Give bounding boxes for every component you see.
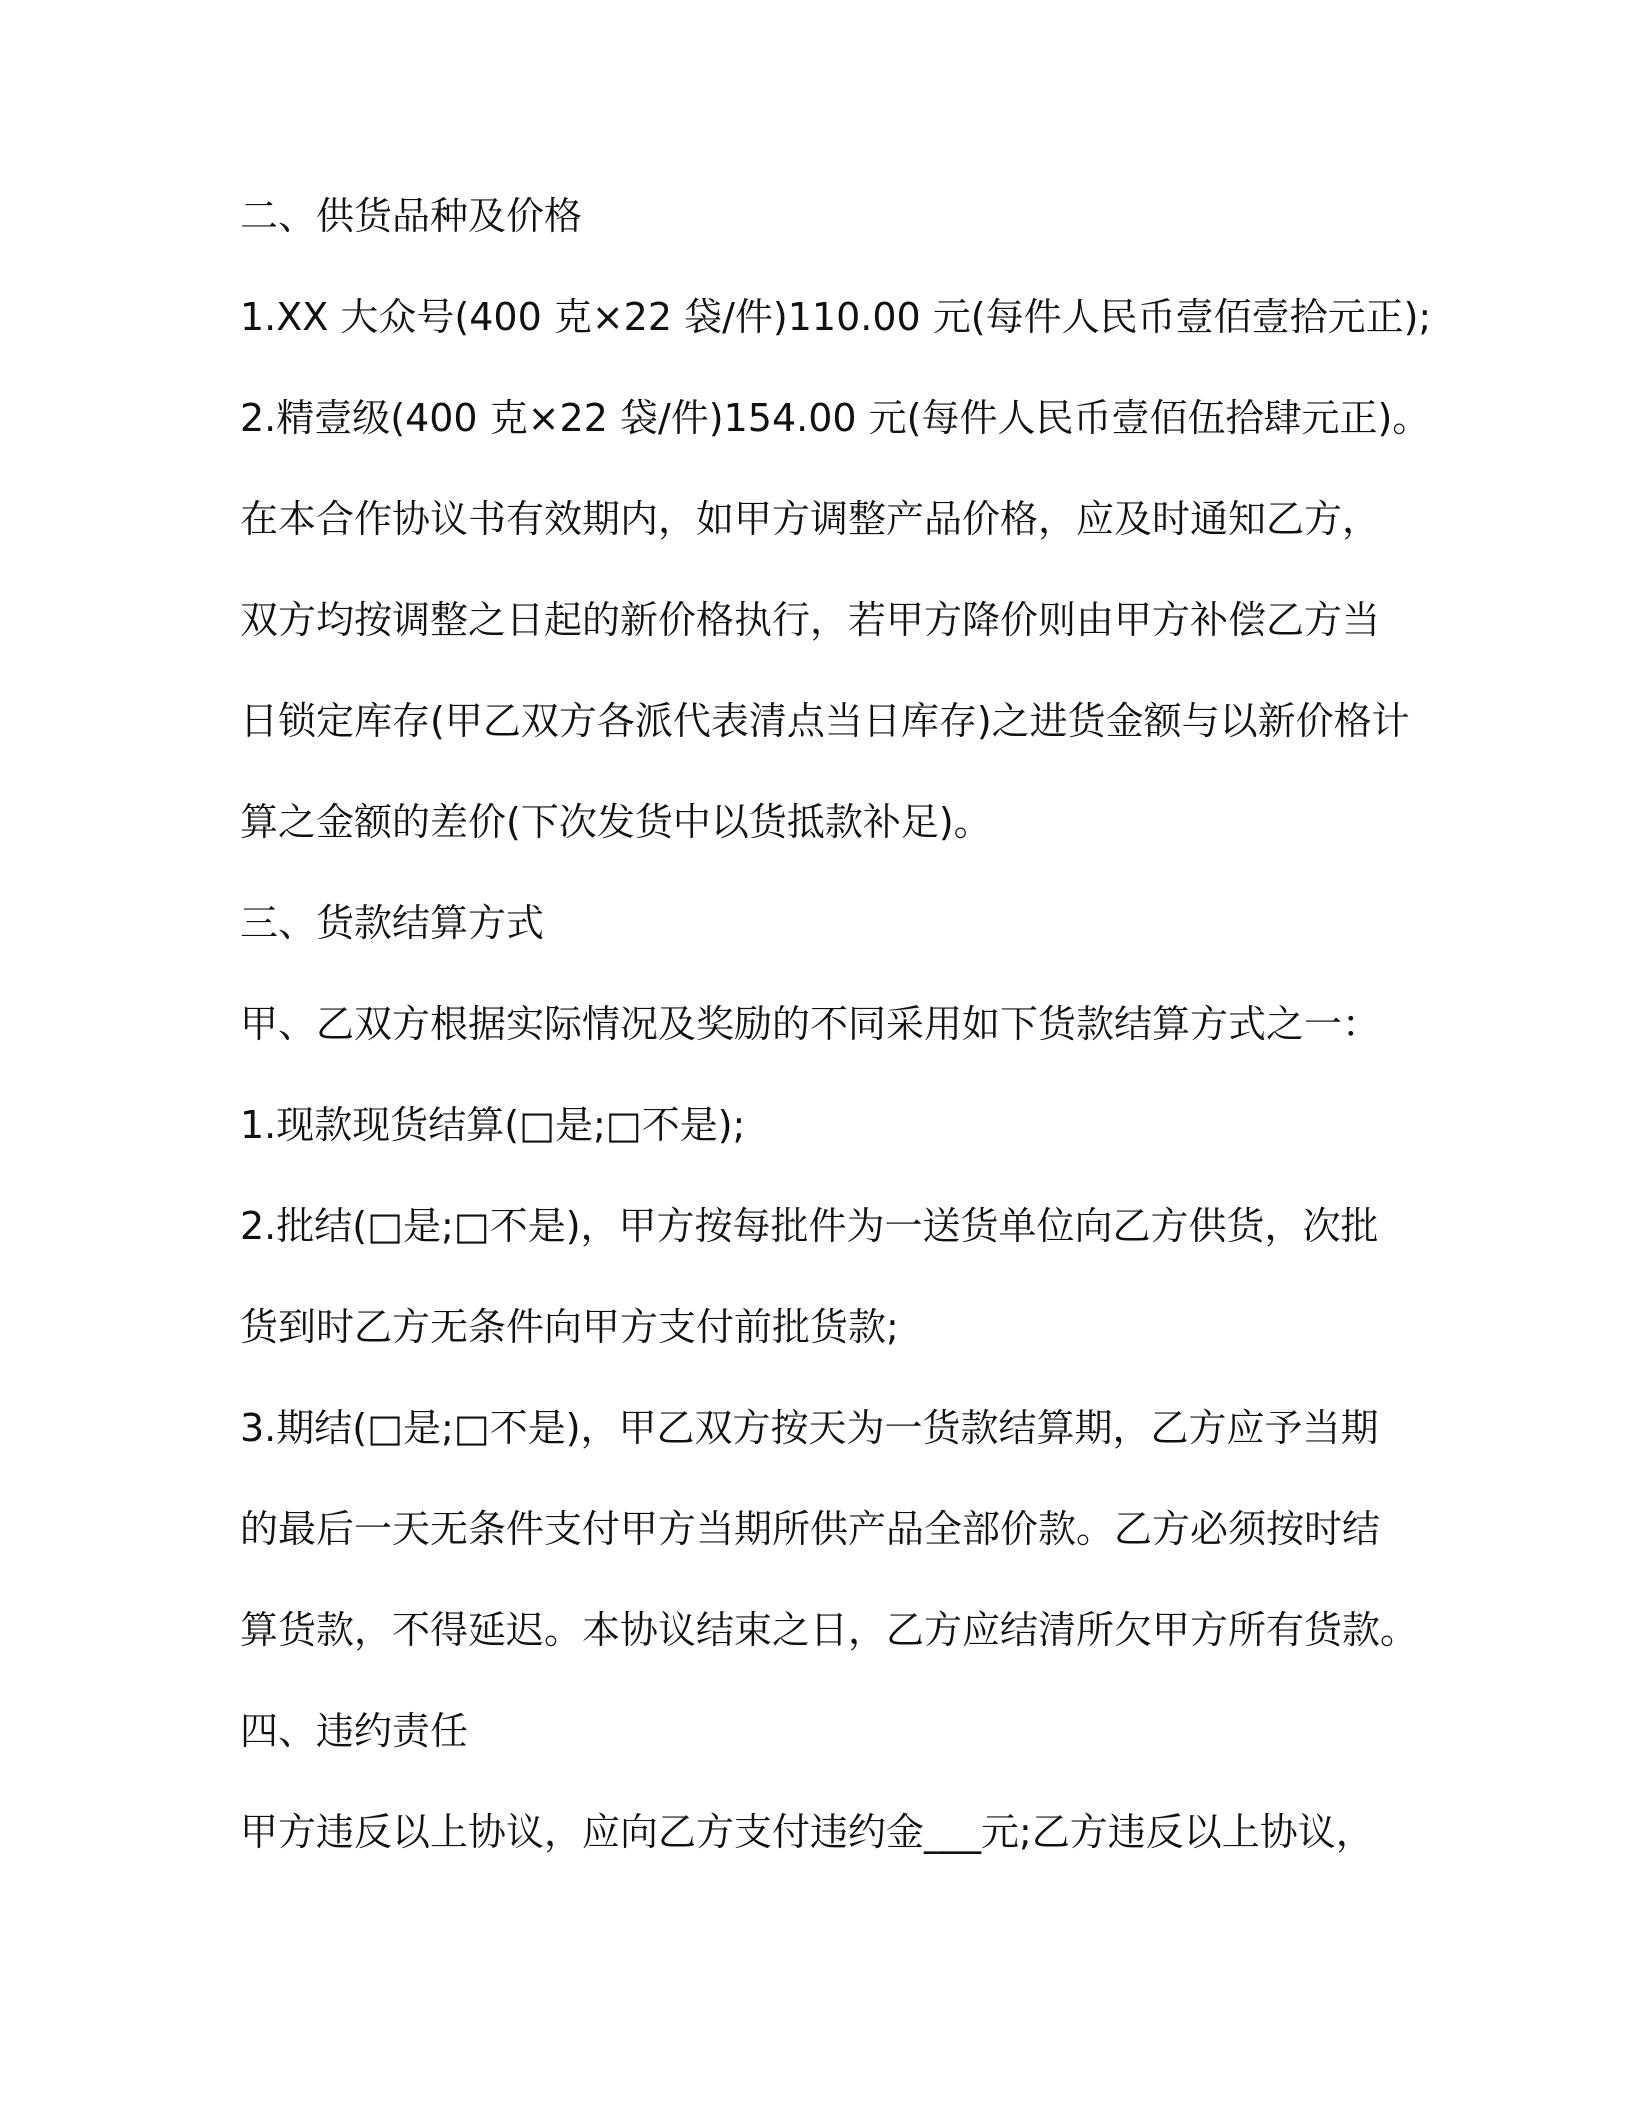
paragraph-line: 算之金额的差价(下次发货中以货抵款补足)。 (240, 800, 992, 844)
price-item-1: 1.XX 大众号(400 克×22 袋/件)110.00 元(每件人民币壹佰壹拾元正); (240, 295, 1432, 339)
settlement-option-2: 2.批结(□是;□不是)，甲方按每批件为一送货单位向乙方供货，次批 (240, 1204, 1379, 1248)
price-item-2: 2.精壹级(400 克×22 袋/件)154.00 元(每件人民币壹佰伍拾肆元正)。 (240, 396, 1431, 440)
paragraph-line: 甲、乙双方根据实际情况及奖励的不同采用如下货款结算方式之一： (240, 1002, 1381, 1046)
paragraph-line: 的最后一天无条件支付甲方当期所供产品全部价款。乙方必须按时结 (240, 1507, 1381, 1551)
paragraph-line: 甲方违反以上协议，应向乙方支付违约金___元;乙方违反以上协议， (240, 1810, 1374, 1854)
document-body (240, 186, 1432, 1903)
paragraph-line: 算货款，不得延迟。本协议结束之日，乙方应结清所欠甲方所有货款。 (240, 1608, 1419, 1652)
paragraph-line: 日锁定库存(甲乙双方各派代表清点当日库存)之进货金额与以新价格计 (240, 699, 1410, 743)
paragraph-line: 货到时乙方无条件向甲方支付前批货款; (240, 1305, 899, 1349)
section-heading-liability: 四、违约责任 (240, 1709, 469, 1753)
paragraph-line: 双方均按调整之日起的新价格执行，若甲方降价则由甲方补偿乙方当 (240, 598, 1381, 642)
section-heading-supply-varieties: 二、供货品种及价格 (240, 194, 583, 238)
section-heading-settlement: 三、货款结算方式 (240, 901, 545, 945)
settlement-option-3: 3.期结(□是;□不是)，甲乙双方按天为一货款结算期，乙方应予当期 (240, 1406, 1379, 1450)
settlement-option-1: 1.现款现货结算(□是;□不是); (240, 1103, 746, 1147)
paragraph-line: 在本合作协议书有效期内，如甲方调整产品价格，应及时通知乙方， (240, 497, 1381, 541)
